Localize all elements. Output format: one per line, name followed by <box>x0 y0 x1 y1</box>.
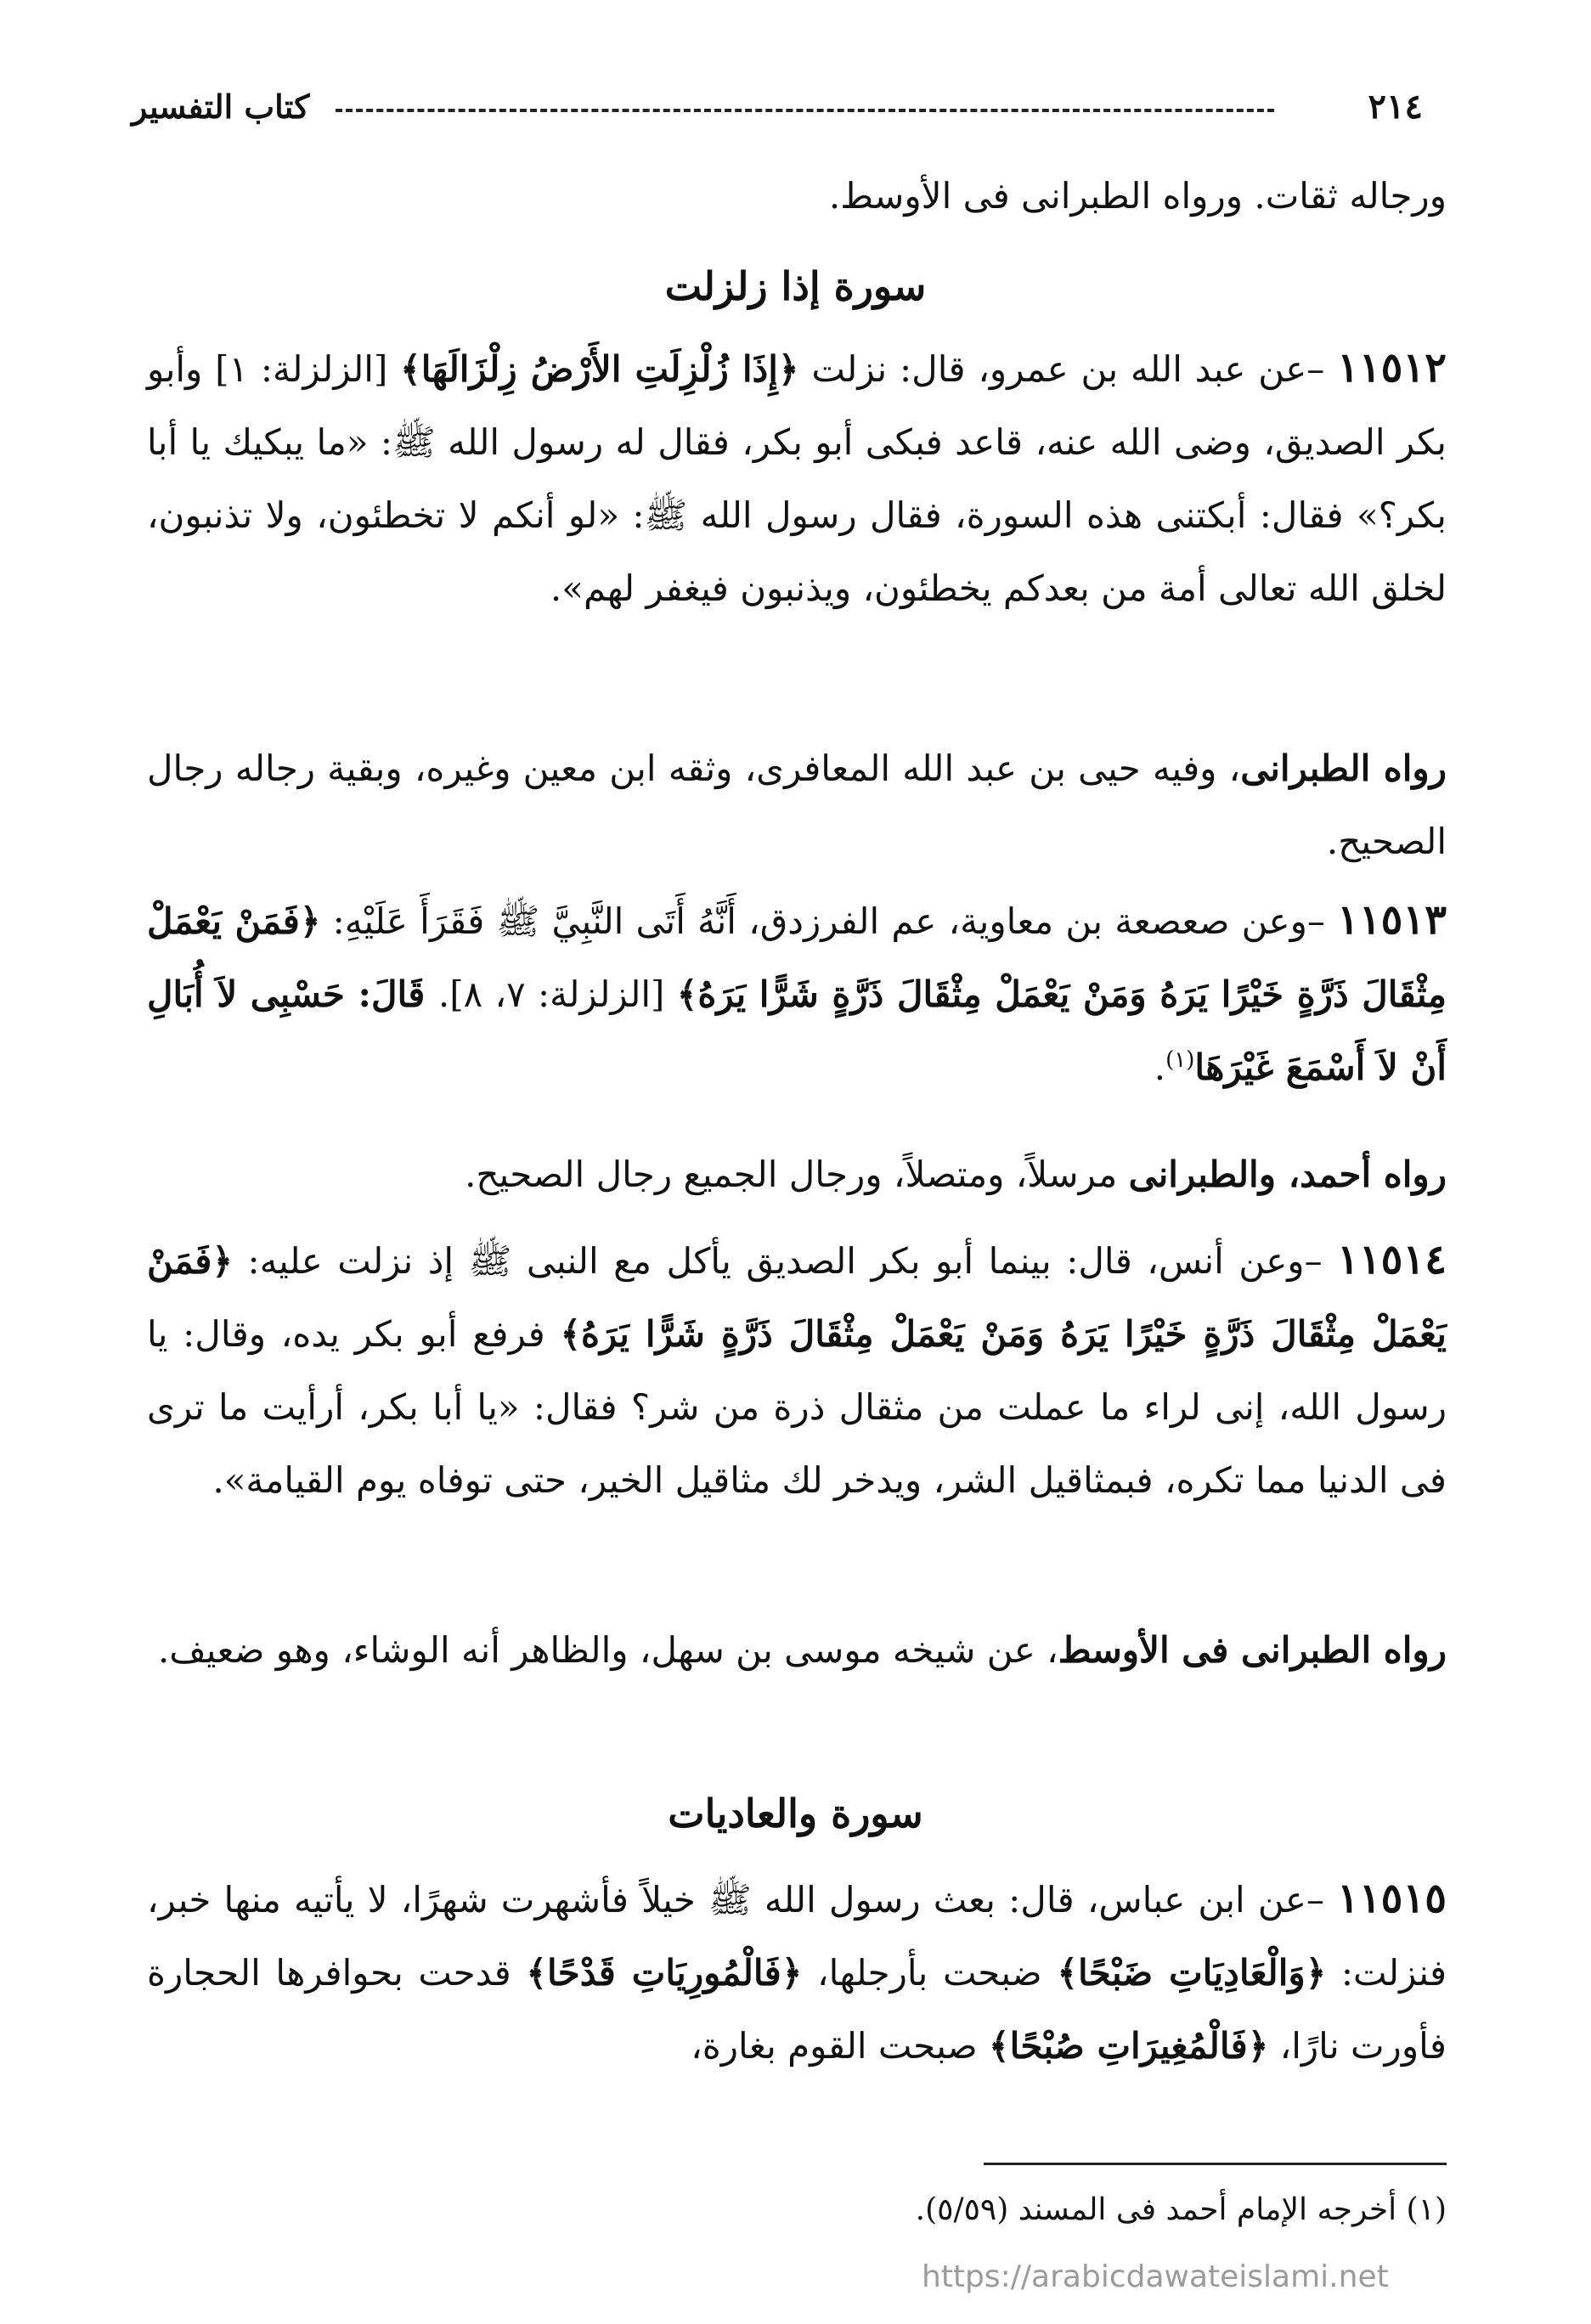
narration-text: ، وفيه حيى بن عبد الله المعافرى، وثقه ابن معين وغيره، وبقية رجاله رجال الصحيح. <box>147 747 1447 862</box>
hadith-number: ١١٥١٣ <box>1337 896 1447 944</box>
verse-reference: [الزلزلة: ٧، ٨]. <box>437 973 677 1015</box>
intro-text: ورجاله ثقات. ورواه الطبرانى فى الأوسط. <box>828 175 1447 217</box>
hadith-lead: –وعن صعصعة بن معاوية، عم الفرزدق، أَنَّهُ أَتَى النَّبِيَّ ﷺ فَقَرَأَ عَلَيْهِ: <box>320 900 1338 942</box>
narration-text: مرسلاً، ومتصلاً، ورجال الجميع رجال الصحيح. <box>465 1154 1129 1195</box>
footnote-separator <box>984 2163 1447 2165</box>
quran-verse: ﴿فَمَنْ يَعْمَلْ مِثْقَالَ ذَرَّةٍ خَيْرًا يَرَهُ وَمَنْ يَعْمَلْ مِثْقَالَ ذَرَّةٍ شَرًّا يَرَهُ﴾ <box>147 1240 1447 1355</box>
hadith-lead: –وعن أنس، قال: بينما أبو بكر الصديق يأكل مع النبى ﷺ إذ نزلت عليه: <box>232 1240 1338 1282</box>
quran-verse-1: ﴿وَالْعَادِيَاتِ ضَبْحًا﴾ <box>1057 1952 1327 1994</box>
surah-heading-adiyat: سورة والعاديات <box>668 1791 923 1836</box>
hadith-11513 <box>147 883 1447 1104</box>
book-title: كتاب التفسير <box>132 87 310 126</box>
running-header <box>132 82 1423 133</box>
hadith-tail: قَالَ: حَسْبِى لاَ أُبَالِ أَنْ لاَ أَسْمَعَ غَيْرَهَا <box>147 973 1447 1088</box>
watermark-url: https://arabicdawateislami.net <box>922 2259 1389 2294</box>
page-number: ٢١٤ <box>1368 87 1423 127</box>
quran-verse-3: ﴿فَالْمُغِيرَاتِ صُبْحًا﴾ <box>988 2025 1269 2067</box>
hadith-11514 <box>147 1223 1447 1517</box>
narration-source: رواه أحمد، والطبرانى <box>1128 1154 1447 1195</box>
header-dashed-rule <box>336 109 1274 112</box>
footnote-marker: (١) <box>1165 1047 1195 1073</box>
hadith-text-2: قدحت بحوافرها الحجارة فأورت نارًا، <box>147 1952 1447 2067</box>
hadith-number: ١١٥١٢ <box>1337 344 1447 392</box>
surah-heading-zalzala: سورة إذا زلزلت <box>664 263 927 309</box>
quran-verse: ﴿فَمَنْ يَعْمَلْ مِثْقَالَ ذَرَّةٍ خَيْرًا يَرَهُ وَمَنْ يَعْمَلْ مِثْقَالَ ذَرَّةٍ شَرًّا يَرَهُ﴾ <box>147 900 1447 1015</box>
hadith-body: [الزلزلة: ١] وأبو بكر الصديق، وضى الله عنه، قاعد فبكى أبو بكر، فقال له رسول الله ﷺ: «ما يبكيك يا أبا بكر؟» فقال: أبكتنى هذه السورة، فقال رسول الله ﷺ: «لو أنكم لا تخطئون، ولا تذنبون، لخلق الله تعالى أمة من بعدكم يخطئون، ويذنبون فيغفر لهم». <box>147 348 1447 609</box>
hadith-number: ١١٥١٥ <box>1337 1875 1447 1922</box>
hadith-body: فرفع أبو بكر يده، وقال: يا رسول الله، إنى لراء ما عملت من مثقال ذرة من شر؟ فقال: «يا أبا بكر، أرأيت ما ترى فى الدنيا مما تكره، فبمثاقيل الشر، ويدخر لك مثاقيل الخير، حتى توفاه يوم القيامة». <box>147 1313 1447 1501</box>
hadith-lead: –عن عبد الله بن عمرو، قال: نزلت <box>798 348 1338 390</box>
hadith-tail-end: . <box>1154 1046 1166 1088</box>
hadith-11512 <box>147 331 1447 625</box>
narration-source: رواه الطبرانى <box>1240 747 1447 789</box>
hadith-number: ١١٥١٤ <box>1337 1236 1447 1283</box>
quran-verse-2: ﴿فَالْمُورِيَاتِ قَدْحًا﴾ <box>526 1952 803 1994</box>
intro-line <box>147 160 1447 233</box>
footnote: (١) أخرجه الإمام أحمد فى المسند (٥/٥٩). <box>915 2192 1447 2227</box>
narration-text: ، عن شيخه موسى بن سهل، والظاهر أنه الوشاء، وهو ضعيف. <box>157 1629 1058 1671</box>
narration-11512 <box>147 732 1447 878</box>
hadith-lead: –عن ابن عباس، قال: بعث رسول الله ﷺ خيلاً فأشهرت شهرًا، لا يأتيه منها خبر، فنزلت: <box>147 1879 1447 1994</box>
hadith-text-1: ضبحت بأرجلها، <box>802 1952 1058 1994</box>
narration-source: رواه الطبرانى فى الأوسط <box>1058 1629 1447 1671</box>
narration-11513 <box>147 1138 1447 1211</box>
hadith-text-3: صبحت القوم بغارة، <box>691 2025 989 2067</box>
narration-11514 <box>147 1614 1447 1687</box>
hadith-11515 <box>147 1862 1447 2083</box>
quran-verse: ﴿إِذَا زُلْزِلَتِ الأَرْضُ زِلْزَالَهَا﴾ <box>400 348 799 390</box>
